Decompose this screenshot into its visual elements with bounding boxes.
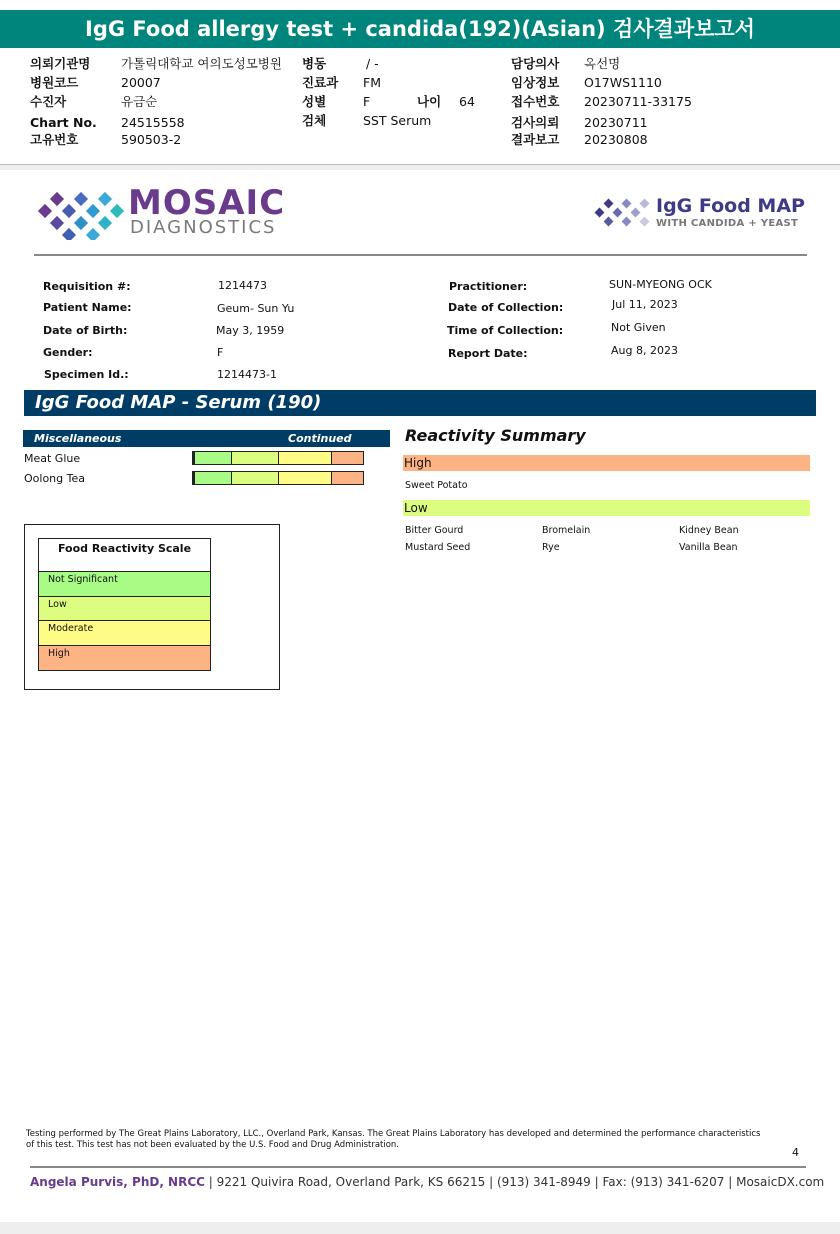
summary-low-item: Kidney Bean [679, 525, 739, 536]
requisition-value: 1214473 [218, 279, 267, 292]
food-map-diamond-icon [592, 193, 652, 233]
summary-low-item: Vanilla Bean [679, 542, 738, 553]
bar-segment-low [231, 472, 278, 484]
field-age: 나이 64 [417, 94, 475, 109]
summary-high-band: High [403, 455, 810, 471]
practitioner-label: Practitioner: [449, 280, 528, 293]
food-row [24, 471, 85, 487]
dob-label: Date of Birth: [43, 324, 128, 337]
scale-title: Food Reactivity Scale [39, 539, 210, 572]
footer-director-name: Angela Purvis, PhD, NRCC [30, 1175, 205, 1189]
food-row [24, 451, 80, 467]
reactivity-scale-legend [38, 538, 211, 671]
summary-low-item: Mustard Seed [405, 542, 471, 553]
reactivity-bar-meat-glue [192, 451, 364, 465]
field-unique-id: 고유번호 590503-2 [30, 132, 182, 147]
diagnostics-wordmark: DIAGNOSTICS [130, 217, 277, 238]
reactivity-scale-box [24, 524, 280, 690]
lab-disclaimer: Testing performed by The Great Plains Laboratory, LLC., Overland Park, Kansas. The Great Plains Laboratory has developed and determined the performance characteristics of this test. This test has not been evaluated by the U.S. Food and Drug Administration. [26, 1129, 761, 1150]
igg-food-map-wordmark: IgG Food MAP [656, 195, 805, 217]
food-name: Oolong Tea [24, 472, 85, 485]
igg-food-map-logo [592, 193, 812, 233]
dob-value: May 3, 1959 [216, 324, 285, 337]
bar-segment-not-significant [193, 452, 231, 464]
footer-contact [30, 1174, 824, 1190]
bar-segment-not-significant [193, 472, 231, 484]
field-chart-no: Chart No. 24515558 [30, 115, 185, 130]
bar-segment-high [331, 472, 363, 484]
field-doctor: 담당의사 옥선명 [511, 56, 621, 71]
reactivity-bar-oolong-tea [192, 471, 364, 485]
field-institution: 의뢰기관명 가톨릭대학교 여의도성모병원 [30, 56, 282, 71]
specimen-id-value: 1214473-1 [217, 368, 277, 381]
field-clinical-info: 임상정보 O17WS1110 [511, 75, 662, 90]
section-title: IgG Food MAP - Serum (190) [35, 392, 322, 413]
field-gender: 성별 F [302, 94, 371, 109]
mosaic-diagnostics-logo [34, 183, 294, 240]
category-name: Miscellaneous [34, 432, 122, 445]
field-specimen: 검체 SST Serum [302, 113, 432, 128]
report-title: IgG Food allergy test + candida(192)(Asian) 검사결과보고서 [0, 10, 840, 48]
page-number: 4 [792, 1146, 799, 1159]
bar-segment-moderate [278, 452, 331, 464]
summary-low-band: Low [403, 500, 810, 516]
bar-segment-high [331, 452, 363, 464]
field-department: 진료과 FM [302, 75, 381, 90]
category-continued: Continued [288, 432, 352, 445]
gender-value: F [217, 346, 224, 359]
report-date-value: Aug 8, 2023 [611, 344, 678, 357]
section-title-bar [24, 390, 816, 416]
candida-yeast-subtitle: WITH CANDIDA + YEAST [656, 218, 799, 229]
mosaic-diamond-icon [34, 186, 124, 240]
mosaic-wordmark: MOSAIC [128, 183, 286, 223]
practitioner-value: SUN-MYEONG OCK [609, 278, 712, 291]
specimen-id-label: Specimen Id.: [44, 368, 129, 381]
header-band [0, 165, 840, 170]
footer-divider [30, 1166, 806, 1168]
summary-low-item: Bromelain [542, 525, 591, 536]
patient-name-value: Geum- Sun Yu [217, 302, 295, 315]
report-date-label: Report Date: [448, 347, 528, 360]
footer-address: | 9221 Quivira Road, Overland Park, KS 66215 | (913) 341-8949 | Fax: (913) 341-6207 | MosaicDX.com [204, 1175, 825, 1189]
scale-item-moderate: Moderate [39, 621, 210, 646]
summary-low-item: Rye [542, 542, 560, 553]
food-name: Meat Glue [24, 452, 81, 465]
field-ward: 병동 / - [302, 56, 379, 71]
field-receipt-no: 접수번호 20230711-33175 [511, 94, 692, 109]
field-report-date-kr: 결과보고 20230808 [511, 132, 648, 147]
patient-name-label: Patient Name: [43, 301, 132, 314]
logo-divider [34, 254, 807, 256]
field-hospital-code: 병원코드 20007 [30, 75, 161, 90]
reactivity-summary-title: Reactivity Summary [405, 426, 586, 445]
field-patient: 수진자 유금순 [30, 94, 158, 109]
bar-level-marker [193, 472, 195, 484]
scale-item-high: High [39, 646, 210, 671]
bar-segment-moderate [278, 472, 331, 484]
requisition-label: Requisition #: [43, 280, 131, 293]
scale-item-not-significant: Not Significant [39, 572, 210, 597]
scale-item-low: Low [39, 597, 210, 622]
collection-date-value: Jul 11, 2023 [612, 298, 678, 311]
field-request-date: 검사의뢰 20230711 [511, 115, 648, 130]
summary-high-item: Sweet Potato [405, 480, 468, 491]
collection-time-value: Not Given [611, 321, 666, 334]
collection-time-label: Time of Collection: [447, 324, 564, 337]
summary-low-item: Bitter Gourd [405, 525, 464, 536]
collection-date-label: Date of Collection: [448, 301, 564, 314]
gender-label: Gender: [43, 346, 93, 359]
category-header [23, 430, 390, 447]
bar-level-marker [193, 452, 195, 464]
bar-segment-low [231, 452, 278, 464]
